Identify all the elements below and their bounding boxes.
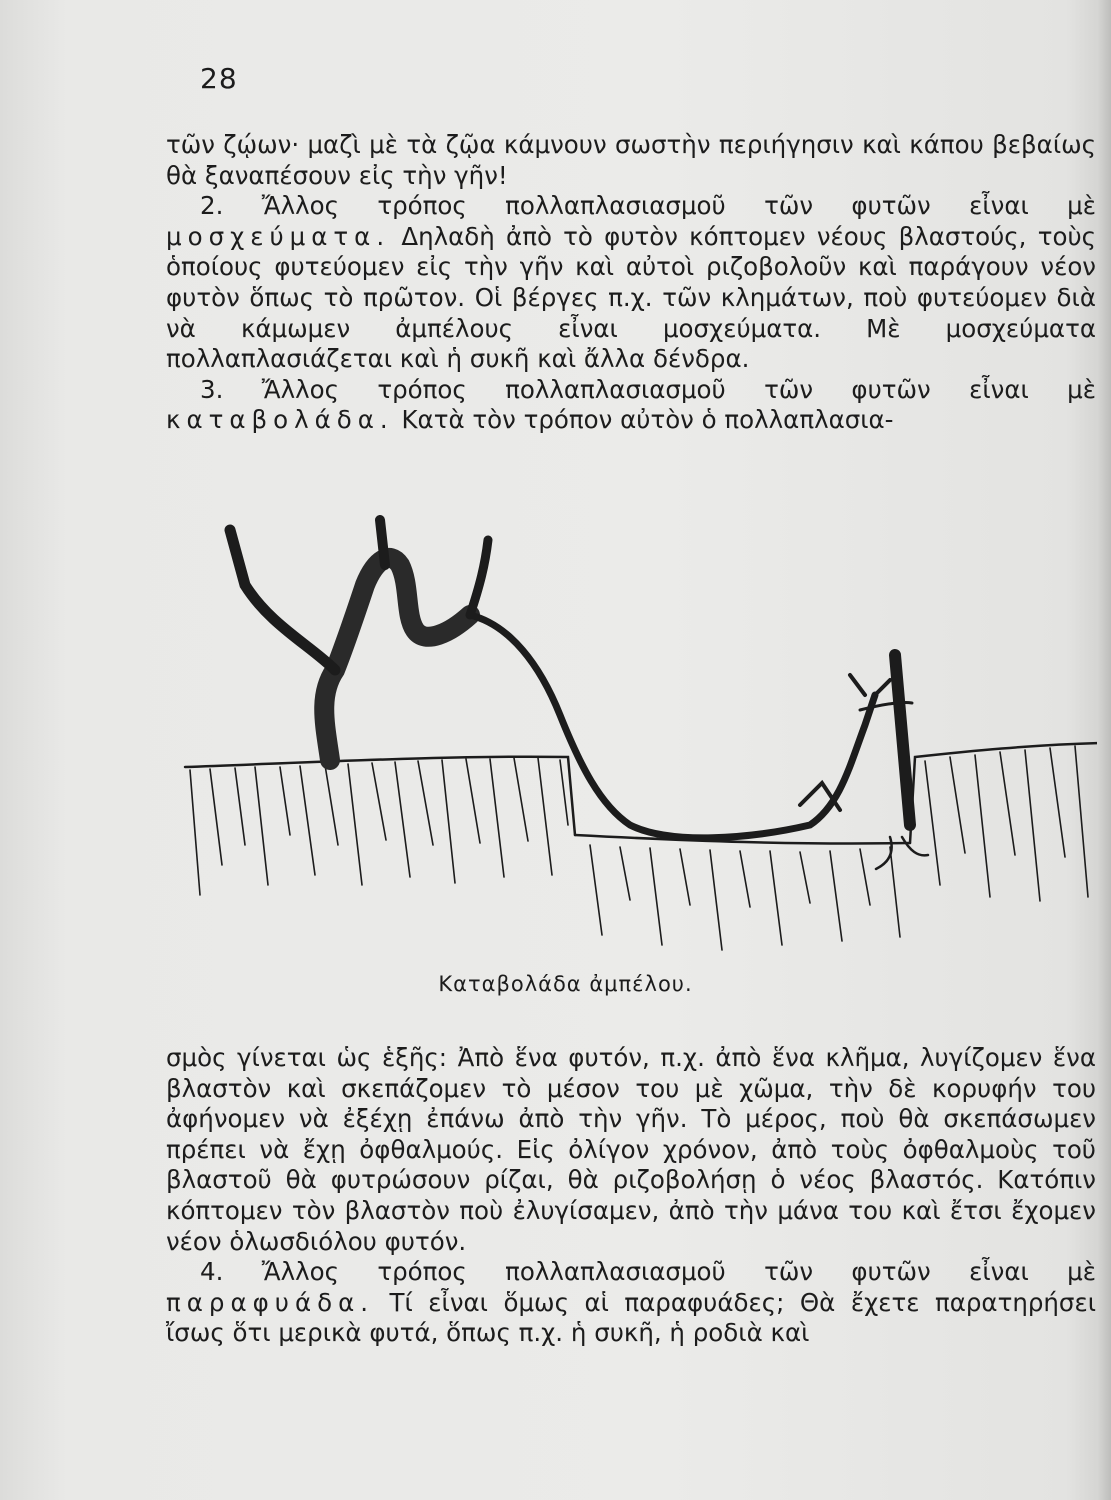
paragraph-cuttings-body: Δηλαδὴ ἀπὸ τὸ φυτὸν κόπτομεν νέους βλαστούς, τοὺς ὁποίους φυτεύομεν εἰς τὴν γῆν καὶ αὐτοὶ ριζοβολοῦν καὶ παράγουν νέον φυτὸν ὅπως τὸ πρῶτον. Οἱ βέργες π.χ. τῶν κλημάτων, ποὺ φυτεύομεν διὰ νὰ κάμωμεν ἀμπέλους εἶναι μοσχεύματα. Μὲ μοσχεύματα πολλαπλασιάζεται καὶ ἡ συκῆ καὶ ἄλλα δένδρα. — [166, 221, 1096, 374]
figure-caption: Καταβολάδα ἀμπέλου. — [438, 972, 693, 996]
soil-hatching-left — [190, 758, 568, 895]
new-roots — [876, 837, 928, 869]
term-layering: καταβολάδα. — [166, 405, 394, 435]
paragraph-layering-body: Κατὰ τὸν τρόπον αὐτὸν ὁ πολλαπλασια- — [393, 405, 894, 435]
page-edge-shadow — [1097, 0, 1111, 1500]
paragraph-suckers-intro: 4. Ἄλλος τρόπος πολλαπλασιασμοῦ τῶν φυτῶν εἶναι μὲ — [200, 1257, 1096, 1287]
page-number: 28 — [200, 62, 238, 95]
paragraph-cuttings — [166, 191, 1096, 375]
support-stake — [895, 655, 910, 825]
bottom-text-block — [166, 1043, 1096, 1349]
top-text-block — [166, 130, 1096, 436]
paragraph-layering-procedure: σμὸς γίνεται ὡς ἑξῆς: Ἀπὸ ἕνα φυτόν, π.χ. ἀπὸ ἕνα κλῆμα, λυγίζομεν ἕνα βλαστὸν καὶ σκεπάζομεν τὸ μέσον του μὲ χῶμα, τὴν δὲ κορυφήν του ἀφήνομεν νὰ ἐξέχῃ ἐπάνω ἀπὸ τὴν γῆν. Τὸ μέρος, ποὺ θὰ σκεπάσωμεν πρέπει νὰ ἔχῃ ὀφθαλμούς. Εἰς ὀλίγον χρόνον, ἀπὸ τοὺς ὀφθαλμοὺς τοῦ βλαστοῦ θὰ φυτρώσουν ρίζαι, θὰ ριζοβολήσῃ ὁ νέος βλαστός. Κατόπιν κόπτομεν τὸν βλαστὸν ποὺ ἐλυγίσαμεν, ἀπὸ τὴν μάνα του καὶ ἔτσι ἔχομεν νέον ὁλωσδιόλου φυτόν. — [166, 1043, 1096, 1256]
vine-trunk — [324, 558, 470, 760]
illustration-drawing — [150, 505, 1110, 975]
paragraph-suckers — [166, 1257, 1096, 1349]
paragraph-seed-dispersal: τῶν ζῴων· μαζὶ μὲ τὰ ζῷα κάμνουν σωστὴν περιήγησιν καὶ κάπου βεβαίως θὰ ξαναπέσουν εἰς τὴν γῆν! — [166, 130, 1096, 190]
term-suckers: παραφυάδα. — [166, 1287, 375, 1317]
grapevine-layering-illustration — [150, 505, 1110, 975]
term-cuttings: μοσχεύματα. — [166, 221, 391, 251]
layered-shoot — [470, 615, 875, 838]
vine-branch-right — [470, 540, 488, 615]
soil-hatching-right — [925, 746, 1088, 901]
soil-hatching-trench — [590, 845, 900, 950]
vine-branch-center — [380, 520, 385, 565]
paragraph-suckers-body: Τί εἶναι ὅμως αἱ παραφυάδες; Θὰ ἔχετε παρατηρήσει ἴσως ὅτι μερικὰ φυτά, ὅπως π.χ. ἡ συκῆ, ἡ ροδιὰ καὶ — [166, 1287, 1096, 1348]
shoot-tip-leaves — [800, 675, 890, 810]
paragraph-cuttings-intro: 2. Ἄλλος τρόπος πολλαπλασιασμοῦ τῶν φυτῶν εἶναι μὲ — [200, 191, 1096, 221]
ground-right-surface — [910, 743, 1100, 843]
paragraph-layering-intro: 3. Ἄλλος τρόπος πολλαπλασιασμοῦ τῶν φυτῶν εἶναι μὲ — [200, 374, 1096, 404]
vine-branch-left — [230, 530, 335, 670]
paragraph-layering — [166, 375, 1096, 436]
